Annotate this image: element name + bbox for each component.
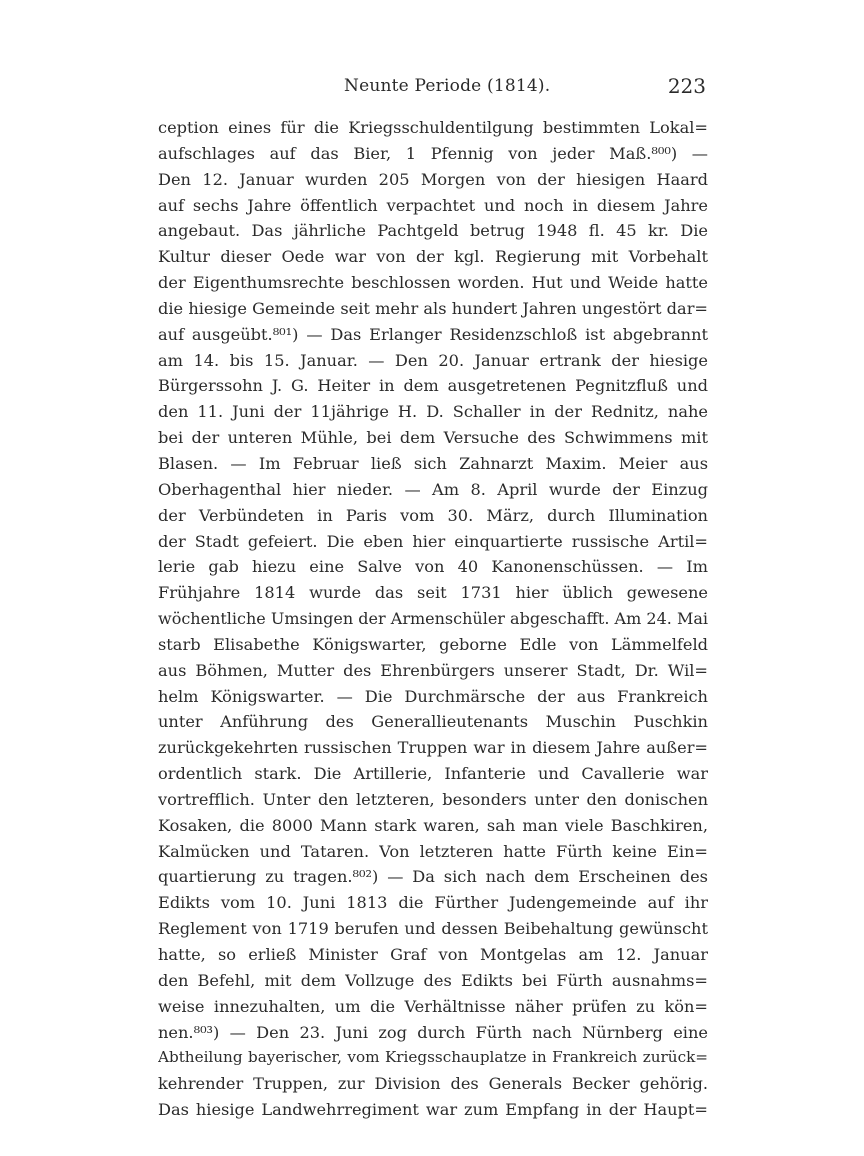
text-line: lerie gab hiezu eine Salve von 40 Kanonenschüssen. — Im [158, 557, 708, 577]
running-head: Neunte Periode (1814). [344, 76, 551, 96]
text-line: hatte, so erließ Minister Graf von Montgelas am 12. Januar [158, 945, 708, 964]
text-line: unter Anführung des Generallieutenants Muschin Puschkin [158, 712, 708, 732]
text-line: Frühjahre 1814 wurde das seit 1731 hier üblich gewesene [158, 583, 708, 603]
text-line: am 14. bis 15. Januar. — Den 20. Januar ertrank der hiesige [158, 350, 708, 370]
text-line: nen.⁸⁰³) — Den 23. Juni zog durch Fürth nach Nürnberg eine [158, 1022, 708, 1042]
text-line: Das hiesige Landwehrregiment war zum Empfang in der Haupt= [158, 1100, 708, 1120]
text-line: die hiesige Gemeinde seit mehr als hundert Jahren ungestört dar= [158, 298, 708, 318]
text-line: aus Böhmen, Mutter des Ehrenbürgers unserer Stadt, Dr. Wil= [158, 660, 708, 680]
text-line: zurückgekehrten russischen Truppen war in diesem Jahre außer= [158, 738, 708, 758]
text-line: Abtheilung bayerischer, vom Kriegsschauplatze in Frankreich zurück= [158, 1048, 708, 1067]
page-number: 223 [667, 74, 706, 98]
text-line: quartierung zu tragen.⁸⁰²) — Da sich nach dem Erscheinen des [158, 867, 708, 887]
text-line: auf ausgeübt.⁸⁰¹) — Das Erlanger Residenzschloß ist abgebrannt [158, 324, 708, 344]
text-line: kehrender Truppen, zur Division des Generals Becker gehörig. [158, 1074, 708, 1094]
text-line: angebaut. Das jährliche Pachtgeld betrug 1948 fl. 45 kr. Die [158, 221, 708, 241]
text-line: helm Königswarter. — Die Durchmärsche der aus Frankreich [158, 686, 708, 706]
text-line: Bürgerssohn J. G. Heiter in dem ausgetretenen Pegnitzfluß und [158, 376, 708, 396]
text-line: den Befehl, mit dem Vollzuge des Edikts bei Fürth ausnahms= [158, 970, 708, 990]
text-line: Kosaken, die 8000 Mann stark waren, sah man viele Baschkiren, [158, 815, 708, 835]
text-line: Kultur dieser Oede war von der kgl. Regierung mit Vorbehalt [158, 247, 708, 267]
text-line: wöchentliche Umsingen der Armenschüler abgeschafft. Am 24. Mai [158, 609, 708, 629]
text-line: Reglement von 1719 berufen und dessen Beibehaltung gewünscht [158, 919, 708, 939]
text-line: Kalmücken und Tataren. Von letzteren hatte Fürth keine Ein= [158, 841, 708, 861]
text-line: der Verbündeten in Paris vom 30. März, durch Illumination [158, 505, 708, 525]
text-line: den 11. Juni der 11jährige H. D. Schaller in der Rednitz, nahe [158, 402, 708, 422]
text-line: der Stadt gefeiert. Die eben hier einquartierte russische Artil= [158, 531, 708, 551]
text-line: Oberhagenthal hier nieder. — Am 8. April wurde der Einzug [158, 479, 708, 499]
text-line: der Eigenthumsrechte beschlossen worden. Hut und Weide hatte [158, 273, 708, 293]
body-text [158, 115, 708, 1123]
text-line: vortrefflich. Unter den letzteren, besonders unter den donischen [158, 789, 708, 809]
text-line: Blasen. — Im Februar ließ sich Zahnarzt Maxim. Meier aus [158, 453, 708, 473]
text-line: Edikts vom 10. Juni 1813 die Fürther Judengemeinde auf ihr [158, 893, 708, 913]
text-line: starb Elisabethe Königswarter, geborne Edle von Lämmelfeld [158, 634, 708, 654]
text-line: ception eines für die Kriegsschuldentilgung bestimmten Lokal= [158, 118, 708, 137]
text-line: ordentlich stark. Die Artillerie, Infanterie und Cavallerie war [158, 764, 708, 784]
page-header [158, 74, 706, 102]
text-line: Den 12. Januar wurden 205 Morgen von der hiesigen Haard [158, 169, 708, 189]
text-line: auf sechs Jahre öffentlich verpachtet und noch in diesem Jahre [158, 195, 708, 215]
text-line: weise innezuhalten, um die Verhältnisse näher prüfen zu kön= [158, 996, 708, 1016]
text-line: aufschlages auf das Bier, 1 Pfennig von jeder Maß.⁸⁰⁰) — [158, 143, 708, 163]
text-line: bei der unteren Mühle, bei dem Versuche des Schwimmens mit [158, 428, 708, 448]
